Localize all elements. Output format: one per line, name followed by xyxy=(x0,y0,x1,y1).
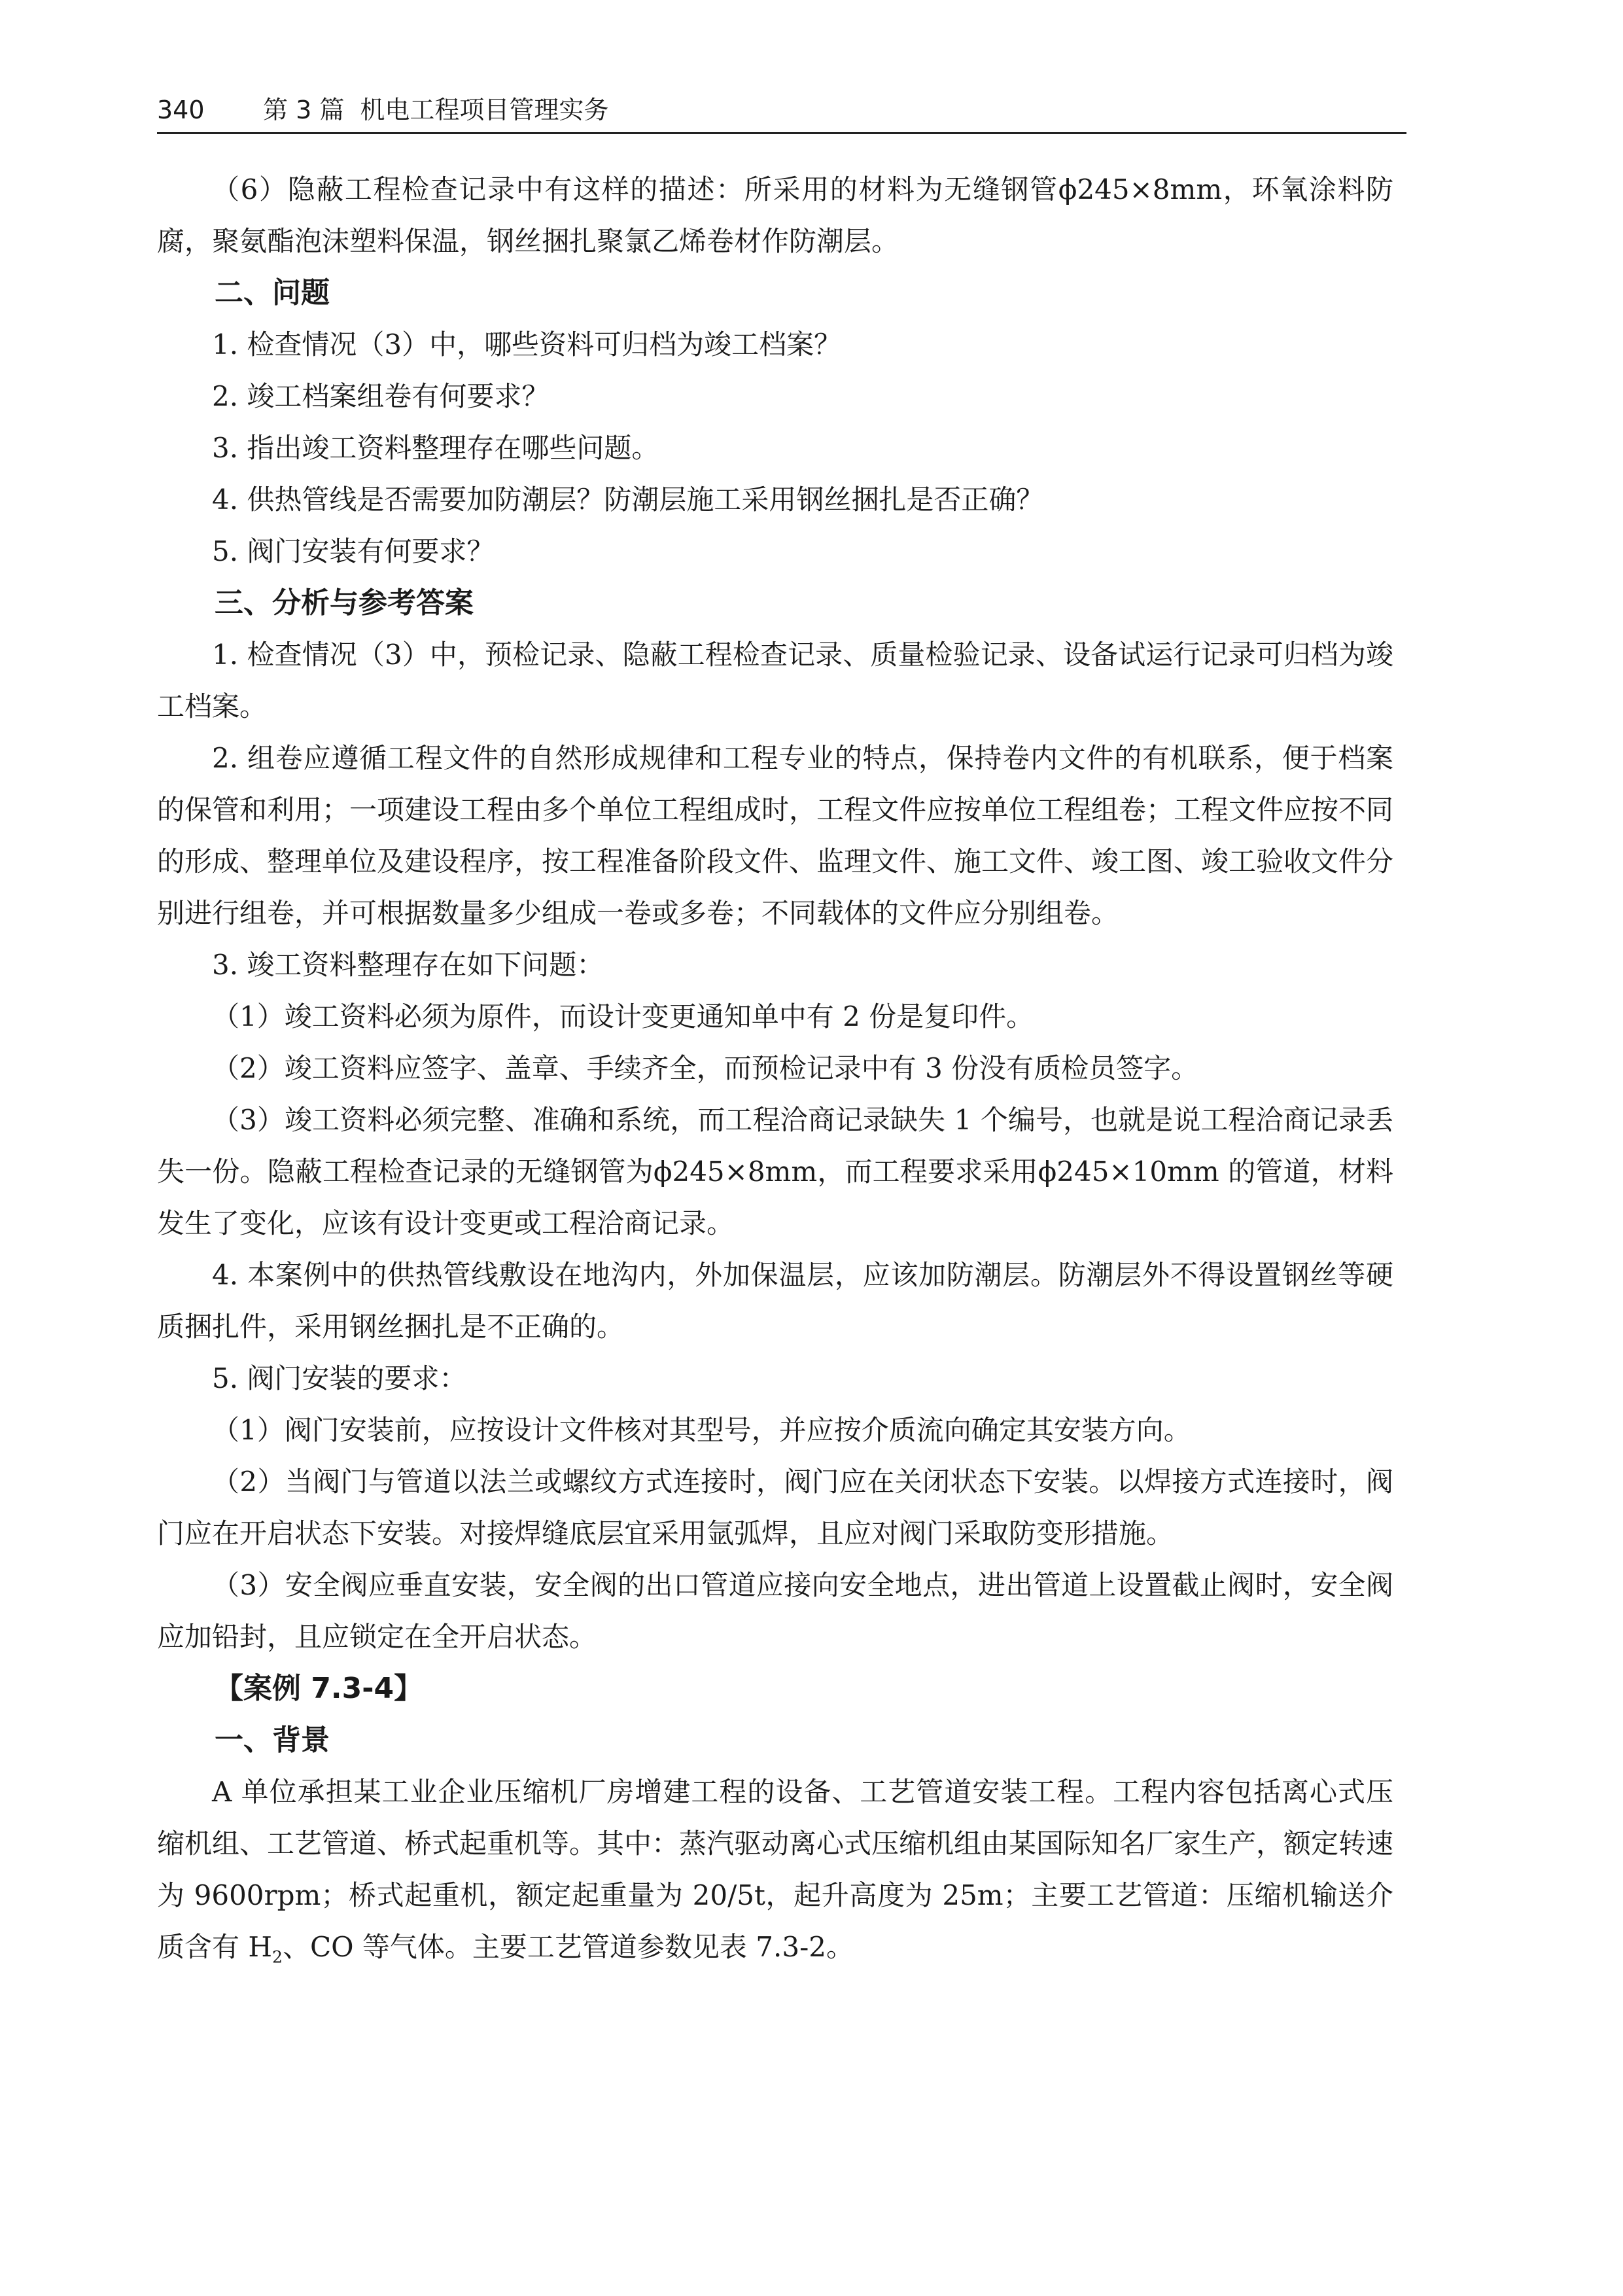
background-paragraph xyxy=(157,1766,1393,1973)
question-4: 4. 供热管线是否需要加防潮层？防潮层施工采用钢丝捆扎是否正确？ xyxy=(212,484,1044,516)
part-label: 第 3 篇 xyxy=(263,96,345,124)
case-heading: 【案例 7.3-4】 xyxy=(215,1672,423,1705)
page-number: 340 xyxy=(157,96,205,124)
paragraph-item-6-inspection-record: （6）隐蔽工程检查记录中有这样的描述：所采用的材料为无缝钢管ϕ245×8mm，环氧涂料防腐，聚氨酯泡沫塑料保温，钢丝捆扎聚氯乙烯卷材作防潮层。 xyxy=(157,173,1393,257)
header-rule xyxy=(157,132,1406,134)
running-header xyxy=(157,84,1406,136)
book-title: 机电工程项目管理实务 xyxy=(360,96,609,124)
question-5: 5. 阀门安装有何要求？ xyxy=(212,535,495,567)
question-1: 1. 检查情况（3）中，哪些资料可归档为竣工档案？ xyxy=(212,328,842,361)
answer-3: 3. 竣工资料整理存在如下问题： xyxy=(212,949,604,981)
question-3: 3. 指出竣工资料整理存在哪些问题。 xyxy=(212,432,659,464)
subscript-2: 2 xyxy=(271,1947,283,1967)
answer-4: 4. 本案例中的供热管线敷设在地沟内，外加保温层，应该加防潮层。防潮层外不得设置钢丝等硬质捆扎件，采用钢丝捆扎是不正确的。 xyxy=(157,1259,1393,1343)
answer-3-item-1: （1）竣工资料必须为原件，而设计变更通知单中有 2 份是复印件。 xyxy=(212,1000,1034,1033)
answer-5-item-3: （3）安全阀应垂直安装，安全阀的出口管道应接向安全地点，进出管道上设置截止阀时，安全阀应加铅封，且应锁定在全开启状态。 xyxy=(157,1569,1393,1653)
page-body xyxy=(157,164,1393,1973)
section-heading-questions: 二、问题 xyxy=(215,276,330,309)
section-heading-answers: 三、分析与参考答案 xyxy=(215,586,474,620)
answer-3-item-2: （2）竣工资料应签字、盖章、手续齐全，而预检记录中有 3 份没有质检员签字。 xyxy=(212,1052,1199,1084)
answer-5: 5. 阀门安装的要求： xyxy=(212,1362,467,1394)
section-heading-background: 一、背景 xyxy=(215,1723,330,1757)
background-text-before: A 单位承担某工业企业压缩机厂房增建工程的设备、工艺管道安装工程。工程内容包括离心式压缩机组、工艺管道、桥式起重机等。其中：蒸汽驱动离心式压缩机组由某国际知名厂家生产，额定转速为 9600rpm；桥式起重机，额定起重量为 20/5t，起升高度为 25m；主要工艺管道：压缩机输送介质含有 H xyxy=(157,1776,1394,1963)
answer-3-item-3: （3）竣工资料必须完整、准确和系统，而工程洽商记录缺失 1 个编号，也就是说工程洽商记录丢失一份。隐蔽工程检查记录的无缝钢管为ϕ245×8mm，而工程要求采用ϕ245×10mm 的管道，材料发生了变化，应该有设计变更或工程洽商记录。 xyxy=(157,1104,1393,1239)
answer-5-item-2: （2）当阀门与管道以法兰或螺纹方式连接时，阀门应在关闭状态下安装。以焊接方式连接时，阀门应在开启状态下安装。对接焊缝底层宜采用氩弧焊，且应对阀门采取防变形措施。 xyxy=(157,1466,1393,1549)
question-2: 2. 竣工档案组卷有何要求？ xyxy=(212,380,550,412)
answer-1: 1. 检查情况（3）中，预检记录、隐蔽工程检查记录、质量检验记录、设备试运行记录可归档为竣工档案。 xyxy=(157,639,1393,722)
answer-5-item-1: （1）阀门安装前，应按设计文件核对其型号，并应按介质流向确定其安装方向。 xyxy=(212,1414,1191,1446)
answer-2: 2. 组卷应遵循工程文件的自然形成规律和工程专业的特点，保持卷内文件的有机联系，便于档案的保管和利用；一项建设工程由多个单位工程组成时，工程文件应按单位工程组卷；工程文件应按不同的形成、整理单位及建设程序，按工程准备阶段文件、监理文件、施工文件、竣工图、竣工验收文件分别进行组卷，并可根据数量多少组成一卷或多卷；不同载体的文件应分别组卷。 xyxy=(157,742,1394,929)
background-text-after: 、CO 等气体。主要工艺管道参数见表 7.3-2。 xyxy=(283,1931,854,1963)
